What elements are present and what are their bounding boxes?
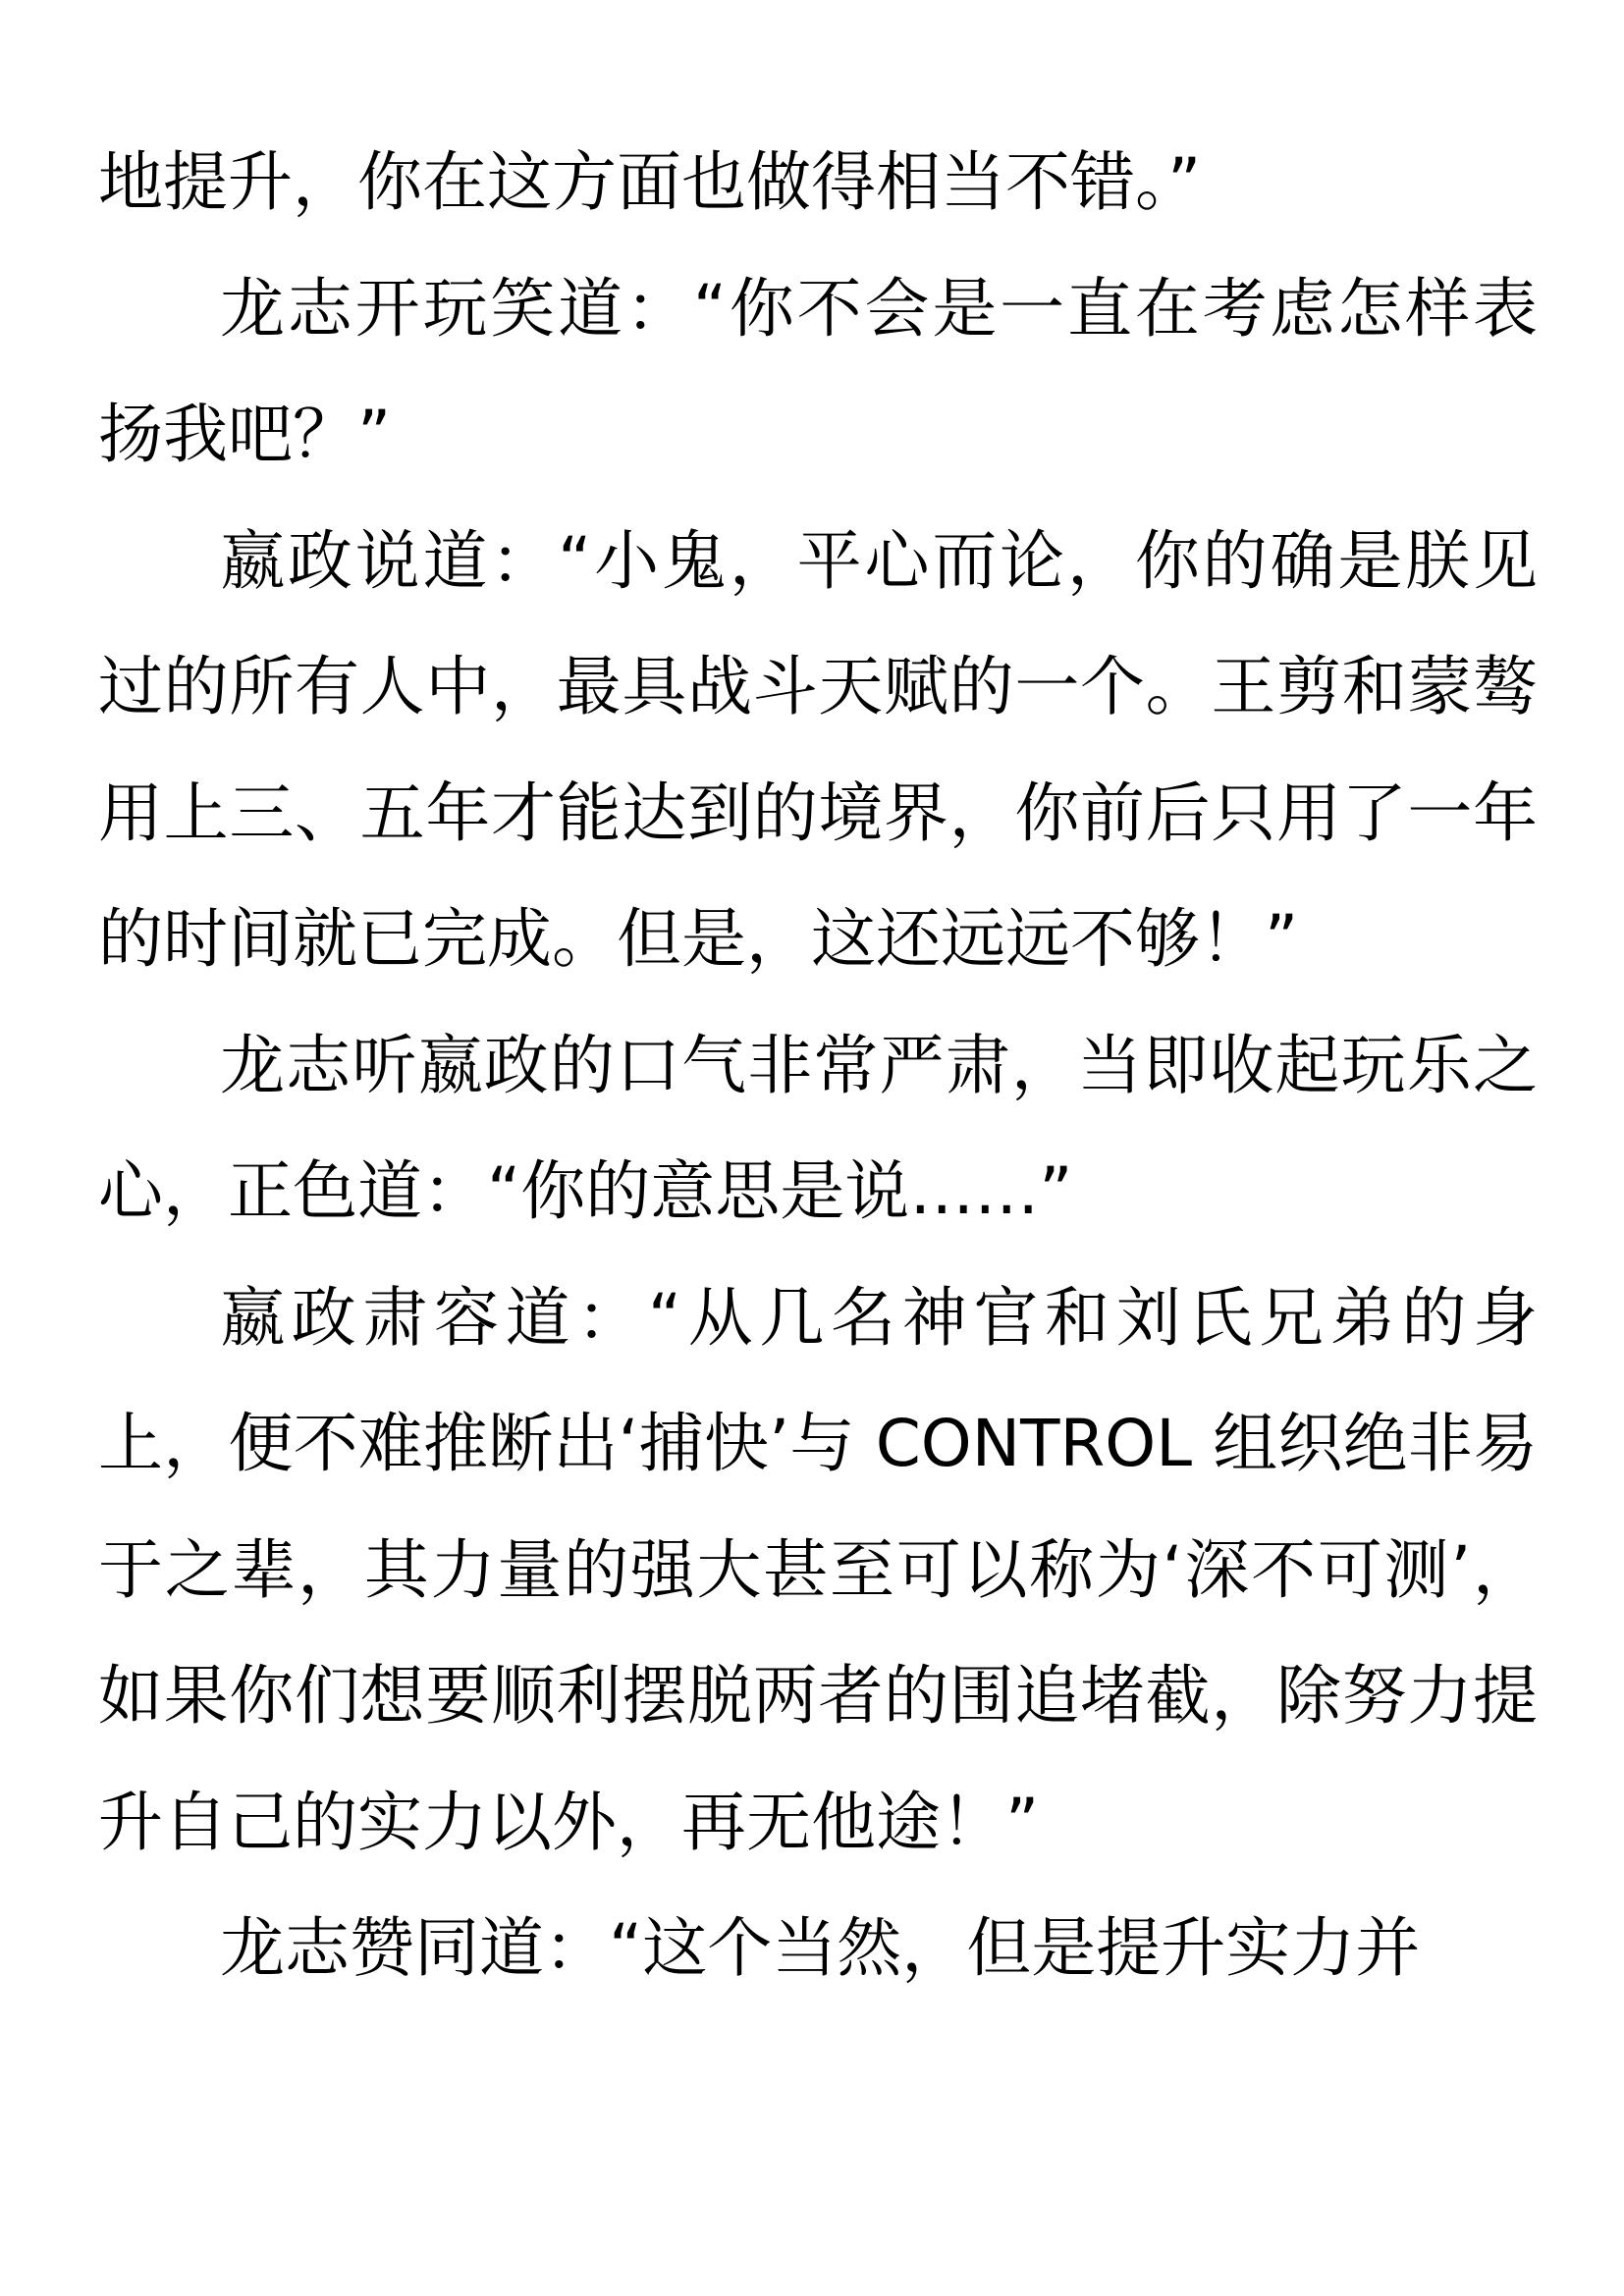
paragraph-3: 嬴政说道：“小鬼，平心而论，你的确是朕见过的所有人中，最具战斗天赋的一个。王剪和蒙骜用上三、五年才能达到的境界，你前后只用了一年的时间就已完成。但是，这还远远不够！” (98, 522, 1538, 977)
paragraph-1: 地提升，你在这方面也做得相当不错。” (98, 144, 1202, 220)
paragraph-6: 龙志赞同道：“这个当然，但是提升实力并 (220, 1910, 1421, 1986)
paragraph-4: 龙志听嬴政的口气非常严肃，当即收起玩乐之心，正色道：“你的意思是说……” (98, 1027, 1538, 1229)
body-text (98, 120, 1538, 2012)
paragraph-2: 龙志开玩笑道：“你不会是一直在考虑怎样表扬我吧？” (98, 270, 1538, 472)
paragraph-5: 嬴政肃容道：“从几名神官和刘氏兄弟的身上，便不难推断出‘捕快’与 CONTROL 组织绝非易于之辈，其力量的强大甚至可以称为‘深不可测’，如果你们想要顺利摆脱两者的围追堵截，除努力提升自己的实力以外，再无他途！” (98, 1279, 1538, 1860)
